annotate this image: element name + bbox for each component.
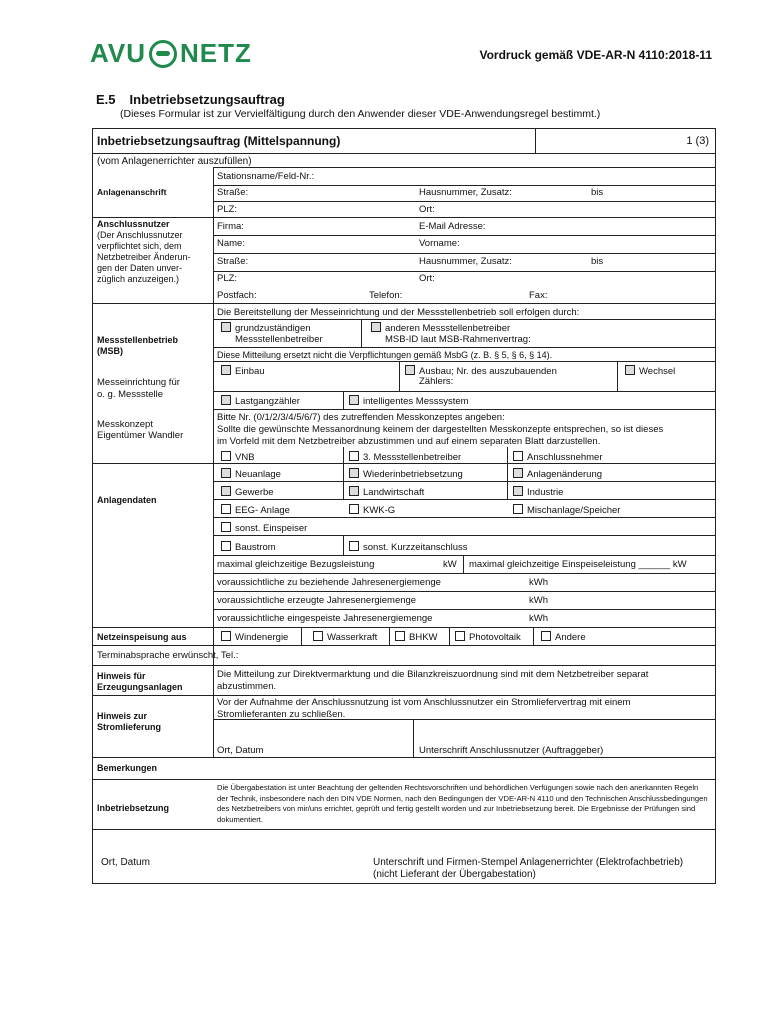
bhkw-option[interactable]: BHKW	[395, 631, 438, 643]
messkonzept-text-1: Bitte Nr. (0/1/2/3/4/5/6/7) des zutreffenden Messkonzeptes angeben:	[217, 412, 505, 423]
section-number: E.5	[96, 92, 116, 107]
hinweis-erzeugung-label-2: Erzeugungsanlagen	[97, 682, 183, 692]
gewerbe-checkbox[interactable]	[221, 486, 231, 496]
page-number: 1 (3)	[686, 135, 709, 147]
fill-note: (vom Anlagenerrichter auszufüllen)	[97, 156, 252, 167]
neuanlage-checkbox[interactable]	[221, 468, 231, 478]
station-field[interactable]: Stationsname/Feld-Nr.:	[217, 171, 315, 182]
anlagendaten-label: Anlagendaten	[97, 495, 157, 505]
sonst-einspeiser-checkbox[interactable]	[221, 522, 231, 532]
email-field[interactable]: E-Mail Adresse:	[419, 221, 486, 232]
nutzer-strasse-field[interactable]: Straße:	[217, 256, 249, 267]
messkonzept-text-3: im Vorfeld mit dem Netzbetreiber abzustimmen und auf einem separaten Blatt darzustellen.	[217, 436, 601, 447]
intelligent-option[interactable]: intelligentes Messsystem	[349, 395, 469, 407]
jahr-erzeugt-field[interactable]: voraussichtliche erzeugte Jahresenergiemenge	[217, 595, 417, 606]
footer-ort-datum-field[interactable]: Ort, Datum	[101, 857, 150, 868]
inbetriebsetzung-label: Inbetriebsetzung	[97, 803, 170, 813]
msb-grund-checkbox[interactable]	[221, 322, 231, 332]
andere-checkbox[interactable]	[541, 631, 551, 641]
bezug-unit: kW	[443, 559, 457, 570]
gewerbe-option[interactable]: Gewerbe	[221, 486, 274, 498]
msb-intro: Die Bereitstellung der Messeinrichtung und der Messstellenbetrieb soll erfolgen durch:	[217, 307, 580, 318]
postfach-field[interactable]: Postfach:	[217, 290, 257, 301]
msb-label-1: Messstellenbetrieb	[97, 335, 179, 345]
section-heading	[96, 92, 285, 107]
hinweis-strom-text-1: Vor der Aufnahme der Anschlussnutzung ist vom Anschlussnutzer ein Stromliefervertrag mit einem	[217, 697, 631, 708]
wasser-checkbox[interactable]	[313, 631, 323, 641]
anlagenanschrift-label: Anlagenanschrift	[97, 187, 167, 197]
anschlussnutzer-note-5: züglich anzuzeigen.)	[97, 274, 180, 284]
plug-icon	[149, 40, 177, 68]
plz-field[interactable]: PLZ:	[217, 204, 238, 215]
kurzzeit-checkbox[interactable]	[349, 541, 359, 551]
hinweis-strom-label-2: Stromlieferung	[97, 722, 162, 732]
jahr-erzeugt-unit: kWh	[529, 595, 548, 606]
pv-option[interactable]: Photovoltaik	[455, 631, 521, 643]
andere-option[interactable]: Andere	[541, 631, 586, 643]
misch-option[interactable]: Mischanlage/Speicher	[513, 504, 620, 516]
messkonzept-label-2: Eigentümer Wandler	[97, 430, 184, 441]
bhkw-checkbox[interactable]	[395, 631, 405, 641]
logo-text-left: AVU	[90, 38, 146, 68]
wiederinbetrieb-option[interactable]: Wiederinbetriebsetzung	[349, 468, 463, 480]
messkonzept-text-2: Sollte die gewünschte Messanordnung keinem der dargestellten Messkonzepte entsprechen, so ist dieses	[217, 424, 664, 435]
hinweis-strom-label-1: Hinweis zur	[97, 711, 148, 721]
wasser-option[interactable]: Wasserkraft	[313, 631, 377, 643]
strom-unterschrift-field[interactable]: Unterschrift Anschlussnutzer (Auftraggeber)	[419, 745, 604, 756]
nutzer-plz-field[interactable]: PLZ:	[217, 273, 238, 284]
jahr-eingespeist-field[interactable]: voraussichtliche eingespeiste Jahresenergiemenge	[217, 613, 433, 624]
vnb-checkbox[interactable]	[221, 451, 231, 461]
section-subtitle: (Dieses Formular ist zur Vervielfältigung durch den Anwender dieser VDE-Anwendungsregel bestimmt.)	[120, 108, 601, 120]
ausbau-checkbox[interactable]	[405, 365, 415, 375]
wind-option[interactable]: Windenergie	[221, 631, 288, 643]
aenderung-option[interactable]: Anlagenänderung	[513, 468, 602, 480]
ort-field[interactable]: Ort:	[419, 204, 435, 215]
ausbau-option[interactable]: Ausbau; Nr. des auszubauenden	[405, 365, 557, 377]
anschlussnehmer-checkbox[interactable]	[513, 451, 523, 461]
footer-unterschrift-line-1[interactable]: Unterschrift und Firmen-Stempel Anlagenerrichter (Elektrofachbetrieb)	[373, 857, 684, 868]
jahr-eingespeist-unit: kWh	[529, 613, 548, 624]
lastgang-option[interactable]: Lastgangzähler	[221, 395, 300, 407]
bezug-field[interactable]: maximal gleichzeitige Bezugsleistung	[217, 559, 375, 570]
anschlussnutzer-label: Anschlussnutzer	[97, 219, 170, 229]
form-frame	[92, 128, 716, 884]
eeg-checkbox[interactable]	[221, 504, 231, 514]
baustrom-option[interactable]: Baustrom	[221, 541, 276, 553]
pv-checkbox[interactable]	[455, 631, 465, 641]
hinweis-erzeugung-text-2: abzustimmen.	[217, 681, 277, 692]
aenderung-checkbox[interactable]	[513, 468, 523, 478]
anschlussnutzer-note-3: Netzbetreiber Änderun-	[97, 252, 191, 262]
anschlussnutzer-note-2: verpflichtet sich, dem	[97, 241, 182, 251]
anschlussnutzer-note-1: (Der Anschlussnutzer	[97, 230, 183, 240]
vorname-field[interactable]: Vorname:	[419, 238, 460, 249]
msb-label-2: (MSB)	[97, 346, 123, 356]
section-title: Inbetriebsetzungsauftrag	[129, 92, 285, 107]
telefon-field[interactable]: Telefon:	[369, 290, 403, 301]
messkonzept-label-1: Messkonzept	[97, 419, 153, 430]
nutzer-ort-field[interactable]: Ort:	[419, 273, 435, 284]
hinweis-strom-text-2: Stromlieferanten zu schließen.	[217, 709, 346, 720]
strom-ort-datum-field[interactable]: Ort, Datum	[217, 745, 264, 756]
einbau-checkbox[interactable]	[221, 365, 231, 375]
hausnummer-field[interactable]: Hausnummer, Zusatz:	[419, 187, 512, 198]
wechsel-checkbox[interactable]	[625, 365, 635, 375]
jahr-bezug-field[interactable]: voraussichtliche zu beziehende Jahresenergiemenge	[217, 577, 441, 588]
inbetriebsetzung-text: Die Übergabestation ist unter Beachtung der geltenden Rechtsvorschriften und behördlichen Verfügungen sowie nach den anerkannten Regeln der Technik, insbesondere nach den DIN VDE Normen, nach den Bedingungen der VDE-AR-N 4110 und den Technischen Anschlussbedingungen des Netzbetreibers von mir/uns errichtet, geprüft und fertig gestellt worden und zur Inbetriebsetzung bereit. Die Ergebnisse der Prüfungen sind dokumentiert.	[217, 783, 708, 824]
bis-label: bis	[591, 187, 604, 198]
intelligent-checkbox[interactable]	[349, 395, 359, 405]
messeinrichtung-label-2: o. g. Messstelle	[97, 389, 163, 400]
anschlussnutzer-note-4: gen der Daten unver-	[97, 263, 183, 273]
sonst-einspeiser-option[interactable]: sonst. Einspeiser	[221, 522, 307, 534]
avu-netz-logo	[90, 38, 252, 69]
firma-field[interactable]: Firma:	[217, 221, 244, 232]
kwkg-option[interactable]: KWK-G	[349, 504, 395, 516]
jahr-bezug-unit: kWh	[529, 577, 548, 588]
nutzer-hausnummer-field[interactable]: Hausnummer, Zusatz:	[419, 256, 512, 267]
termin-field[interactable]: Terminabsprache erwünscht, Tel.:	[97, 650, 239, 661]
hinweis-erzeugung-label-1: Hinweis für	[97, 671, 146, 681]
landwirtschaft-option[interactable]: Landwirtschaft	[349, 486, 424, 498]
nutzer-bis-label: bis	[591, 256, 604, 267]
name-field[interactable]: Name:	[217, 238, 245, 249]
lastgang-checkbox[interactable]	[221, 395, 231, 405]
wechsel-option[interactable]: Wechsel	[625, 365, 675, 377]
wind-checkbox[interactable]	[221, 631, 231, 641]
wiederinbetrieb-checkbox[interactable]	[349, 468, 359, 478]
msb-id-field[interactable]: MSB-ID laut MSB-Rahmenvertrag:	[385, 334, 531, 345]
dritter-msb-checkbox[interactable]	[349, 451, 359, 461]
footer-unterschrift-line-2: (nicht Lieferant der Übergabestation)	[373, 869, 536, 880]
misch-checkbox[interactable]	[513, 504, 523, 514]
msb-anderen-option[interactable]: anderen Messstellenbetreiber	[371, 322, 510, 334]
landwirtschaft-checkbox[interactable]	[349, 486, 359, 496]
bemerkungen-label: Bemerkungen	[97, 763, 158, 773]
fax-field[interactable]: Fax:	[529, 290, 548, 301]
baustrom-checkbox[interactable]	[221, 541, 231, 551]
vnb-option[interactable]: VNB	[221, 451, 255, 463]
industrie-checkbox[interactable]	[513, 486, 523, 496]
kwkg-checkbox[interactable]	[349, 504, 359, 514]
dritter-msb-option[interactable]: 3. Messstellenbetreiber	[349, 451, 461, 463]
msb-grund-option[interactable]: grundzuständigen	[221, 322, 311, 334]
vordruck-label: Vordruck gemäß VDE-AR-N 4110:2018-11	[479, 48, 712, 62]
industrie-option[interactable]: Industrie	[513, 486, 563, 498]
form-title: Inbetriebsetzungsauftrag (Mittelspannung)	[97, 134, 341, 148]
ausbau-zaehler-field[interactable]: Zählers:	[419, 376, 454, 387]
eeg-option[interactable]: EEG- Anlage	[221, 504, 290, 516]
einspeise-field[interactable]: maximal gleichzeitige Einspeiseleistung ______ kW	[469, 559, 687, 570]
netzeinspeisung-label: Netzeinspeisung aus	[97, 632, 187, 642]
strasse-field[interactable]: Straße:	[217, 187, 249, 198]
einbau-option[interactable]: Einbau	[221, 365, 265, 377]
logo-text-right: NETZ	[179, 38, 252, 68]
msb-anderen-checkbox[interactable]	[371, 322, 381, 332]
hinweis-erzeugung-text-1: Die Mitteilung zur Direktvermarktung und die Bilanzkreiszuordnung sind mit dem Netzbetreiber separat	[217, 669, 649, 680]
messeinrichtung-label-1: Messeinrichtung für	[97, 377, 180, 388]
msb-hinweis: Diese Mitteilung ersetzt nicht die Verpflichtungen gemäß MsbG (z. B. § 5, § 6, § 14).	[217, 350, 553, 360]
anschlussnehmer-option[interactable]: Anschlussnehmer	[513, 451, 603, 463]
msb-grund-line2: Messstellenbetreiber	[235, 334, 323, 345]
neuanlage-option[interactable]: Neuanlage	[221, 468, 281, 480]
kurzzeit-option[interactable]: sonst. Kurzzeitanschluss	[349, 541, 468, 553]
